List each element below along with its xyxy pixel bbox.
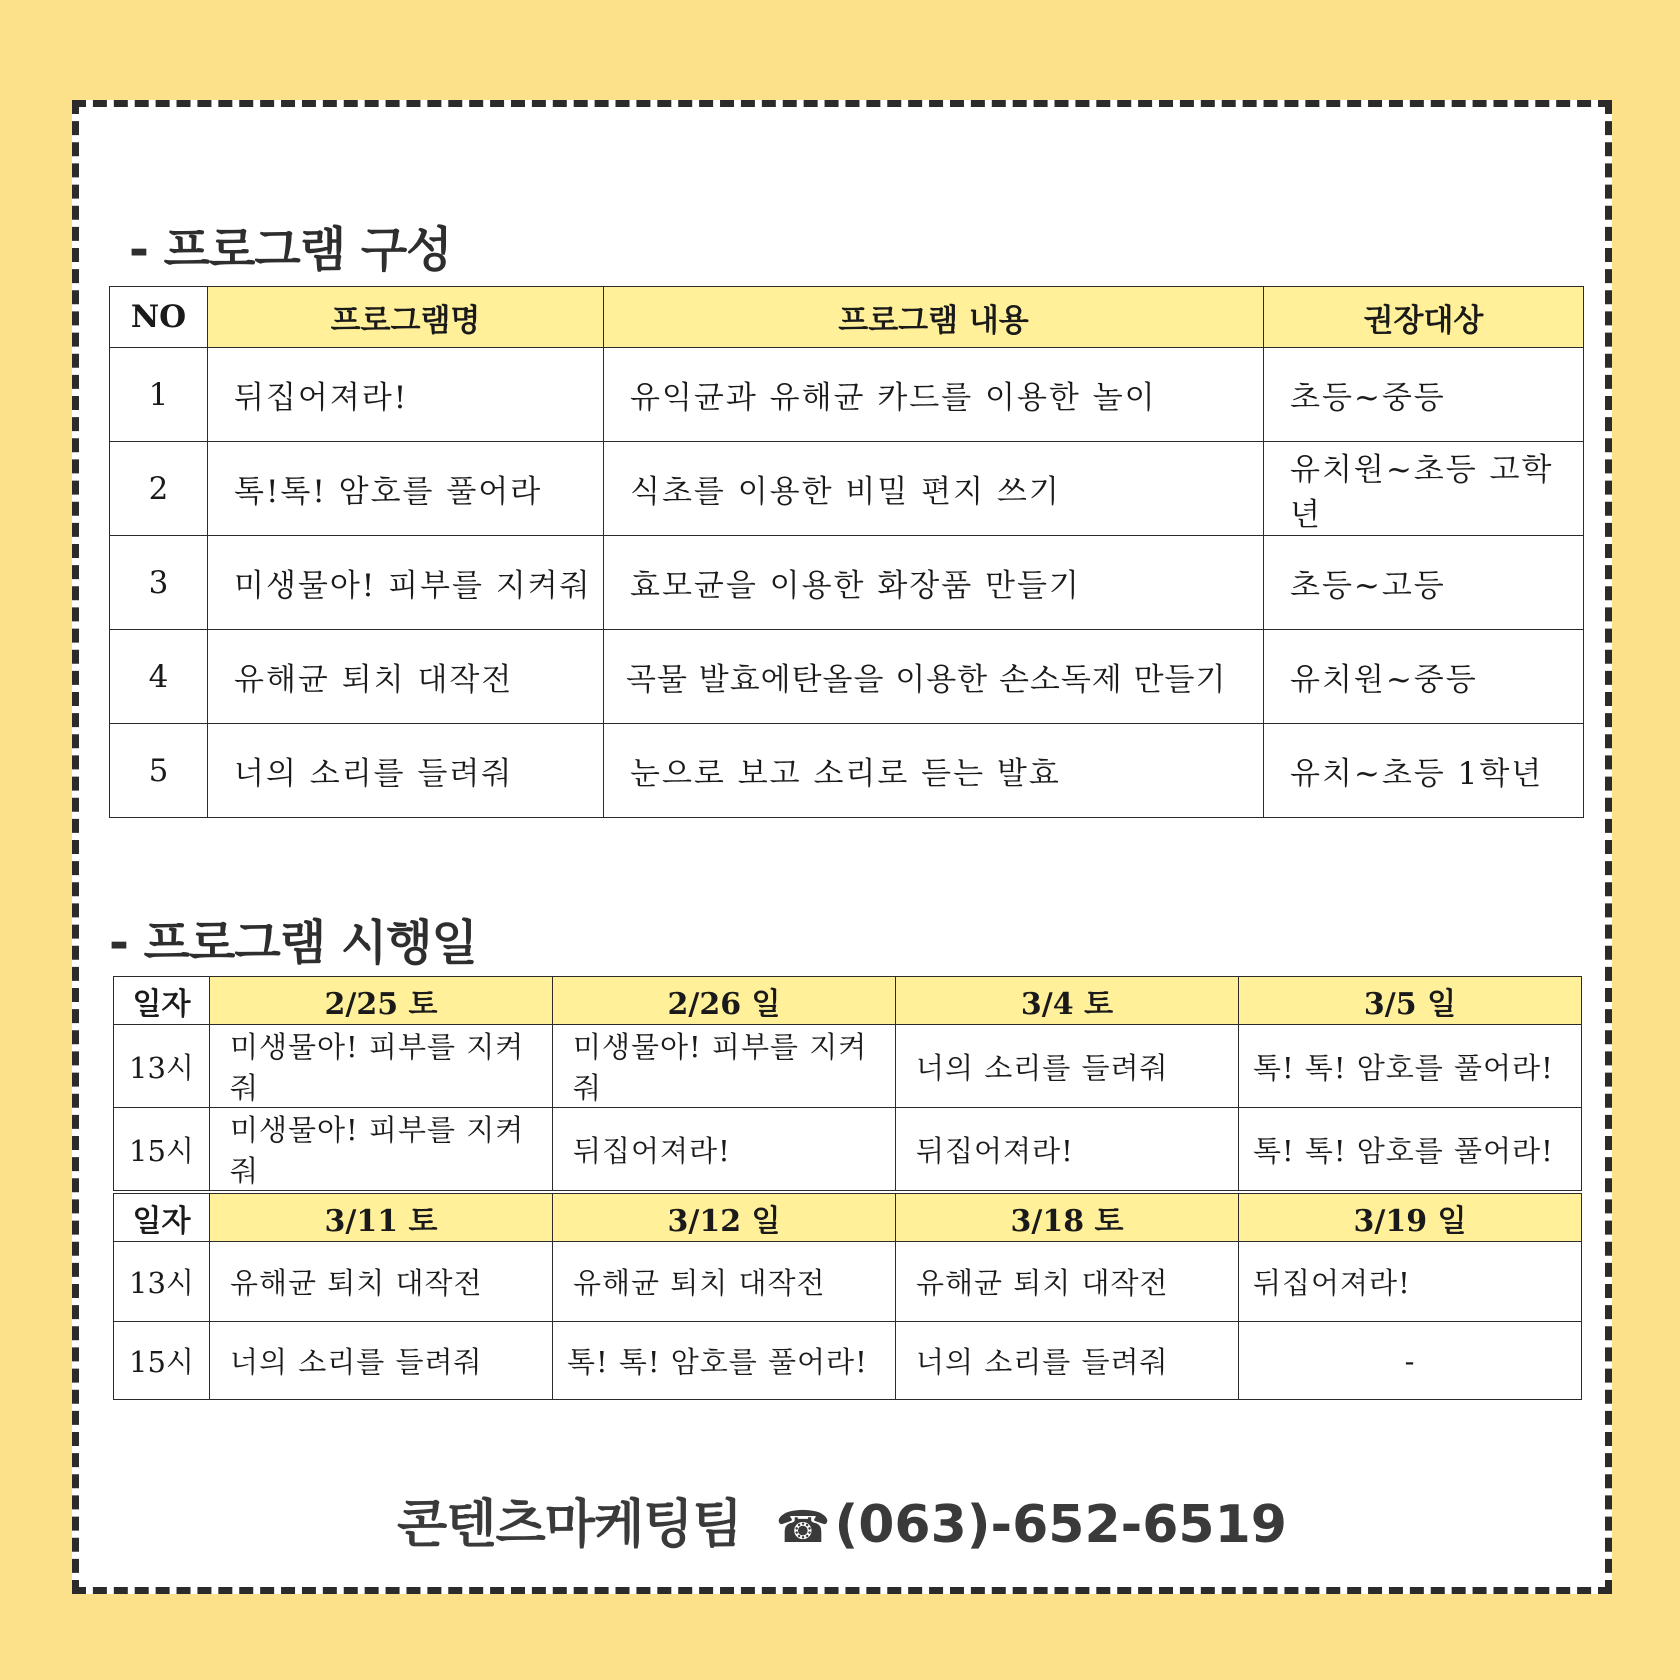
date-header: 2/25 토 xyxy=(210,977,553,1025)
schedule-cell: 너의 소리를 들려줘 xyxy=(896,1322,1239,1400)
schedule-header-row xyxy=(114,1194,1582,1242)
header-target: 권장대상 xyxy=(1264,287,1584,348)
time-slot: 15시 xyxy=(114,1108,210,1191)
program-target: 유치원~초등 고학년 xyxy=(1264,442,1584,536)
schedule-cell: 뒤집어져라! xyxy=(896,1108,1239,1191)
program-content: 식초를 이용한 비밀 편지 쓰기 xyxy=(604,442,1264,536)
program-content: 곡물 발효에탄올을 이용한 손소독제 만들기 xyxy=(604,630,1264,724)
schedule-cell: 유해균 퇴치 대작전 xyxy=(896,1242,1239,1322)
schedule-cell: 유해균 퇴치 대작전 xyxy=(210,1242,553,1322)
time-slot: 13시 xyxy=(114,1025,210,1108)
date-label: 일자 xyxy=(114,1194,210,1242)
section-title-program-schedule: - 프로그램 시행일 xyxy=(109,915,477,971)
table-row xyxy=(110,536,1584,630)
schedule-row xyxy=(114,1025,1582,1108)
program-target: 유치~초등 1학년 xyxy=(1264,724,1584,818)
phone-number: (063)-652-6519 xyxy=(834,1495,1287,1555)
table-row xyxy=(110,442,1584,536)
table-header-row xyxy=(110,287,1584,348)
date-header: 3/12 일 xyxy=(553,1194,896,1242)
schedule-table-week1 xyxy=(113,976,1582,1191)
schedule-row xyxy=(114,1242,1582,1322)
table-row xyxy=(110,630,1584,724)
program-content: 눈으로 보고 소리로 듣는 발효 xyxy=(604,724,1264,818)
program-name: 뒤집어져라! xyxy=(208,348,604,442)
header-no: NO xyxy=(110,287,208,348)
schedule-cell: 너의 소리를 들려줘 xyxy=(210,1322,553,1400)
program-name: 톡!톡! 암호를 풀어라 xyxy=(208,442,604,536)
contact-footer xyxy=(79,1482,1605,1557)
program-name: 유해균 퇴치 대작전 xyxy=(208,630,604,724)
schedule-table-week2 xyxy=(113,1193,1582,1400)
program-name: 너의 소리를 들려줘 xyxy=(208,724,604,818)
row-number: 5 xyxy=(110,724,208,818)
date-header: 3/11 토 xyxy=(210,1194,553,1242)
schedule-cell: 뒤집어져라! xyxy=(1239,1242,1582,1322)
schedule-cell: 유해균 퇴치 대작전 xyxy=(553,1242,896,1322)
table-row xyxy=(110,348,1584,442)
schedule-cell: 톡! 톡! 암호를 풀어라! xyxy=(1239,1025,1582,1108)
header-program-name: 프로그램명 xyxy=(208,287,604,348)
team-name: 콘텐츠마케팅팀 xyxy=(397,1495,742,1555)
date-header: 2/26 일 xyxy=(553,977,896,1025)
date-header: 3/19 일 xyxy=(1239,1194,1582,1242)
schedule-cell: 너의 소리를 들려줘 xyxy=(896,1025,1239,1108)
row-number: 1 xyxy=(110,348,208,442)
row-number: 3 xyxy=(110,536,208,630)
schedule-cell: 미생물아! 피부를 지켜줘 xyxy=(553,1025,896,1108)
date-header: 3/18 토 xyxy=(896,1194,1239,1242)
schedule-cell: 미생물아! 피부를 지켜줘 xyxy=(210,1025,553,1108)
section-title-program-composition: - 프로그램 구성 xyxy=(129,222,452,278)
date-label: 일자 xyxy=(114,977,210,1025)
program-target: 초등~중등 xyxy=(1264,348,1584,442)
row-number: 2 xyxy=(110,442,208,536)
schedule-cell: - xyxy=(1239,1322,1582,1400)
schedule-cell: 미생물아! 피부를 지켜줘 xyxy=(210,1108,553,1191)
date-header: 3/5 일 xyxy=(1239,977,1582,1025)
program-composition-table xyxy=(109,286,1584,818)
schedule-row xyxy=(114,1108,1582,1191)
schedule-header-row xyxy=(114,977,1582,1025)
program-target: 초등~고등 xyxy=(1264,536,1584,630)
schedule-row xyxy=(114,1322,1582,1400)
row-number: 4 xyxy=(110,630,208,724)
table-row xyxy=(110,724,1584,818)
program-content: 유익균과 유해균 카드를 이용한 놀이 xyxy=(604,348,1264,442)
schedule-cell: 뒤집어져라! xyxy=(553,1108,896,1191)
schedule-cell: 톡! 톡! 암호를 풀어라! xyxy=(1239,1108,1582,1191)
program-target: 유치원~중등 xyxy=(1264,630,1584,724)
phone-icon: ☎ xyxy=(775,1502,831,1553)
header-program-content: 프로그램 내용 xyxy=(604,287,1264,348)
content-card xyxy=(72,100,1612,1594)
time-slot: 13시 xyxy=(114,1242,210,1322)
program-name: 미생물아! 피부를 지켜줘 xyxy=(208,536,604,630)
date-header: 3/4 토 xyxy=(896,977,1239,1025)
time-slot: 15시 xyxy=(114,1322,210,1400)
schedule-cell: 톡! 톡! 암호를 풀어라! xyxy=(553,1322,896,1400)
program-content: 효모균을 이용한 화장품 만들기 xyxy=(604,536,1264,630)
